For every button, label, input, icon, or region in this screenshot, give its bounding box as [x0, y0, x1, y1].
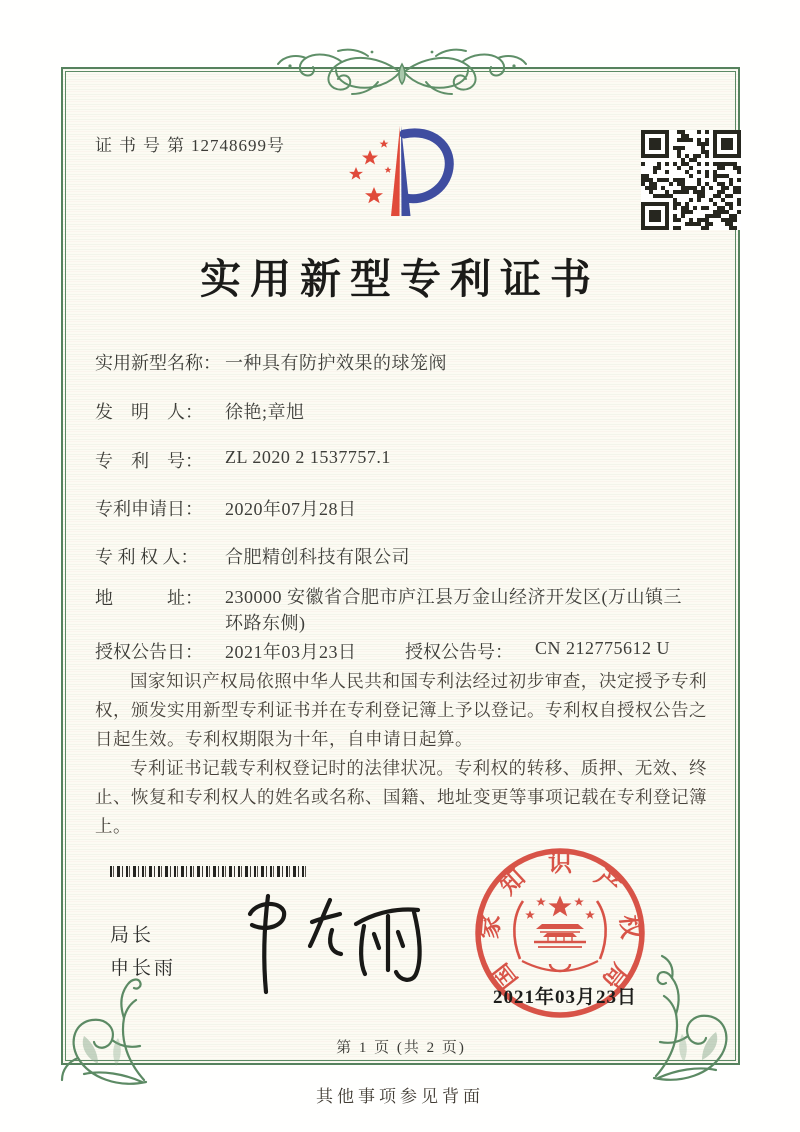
certificate-number-suffix: 号	[267, 136, 291, 155]
field-row-grant-number	[405, 638, 670, 664]
field-row-patent-number	[95, 447, 391, 473]
seal-char: 局	[596, 958, 633, 993]
field-row-name	[95, 349, 447, 375]
seal-char: 家	[477, 913, 506, 941]
field-label: 发 明 人：	[95, 402, 203, 422]
certificate-number-prefix: 证书号第	[95, 136, 191, 155]
field-label: 专 利 权 人：	[95, 547, 199, 567]
field-row-filing-date	[95, 495, 357, 521]
field-value: 徐艳;章旭	[225, 402, 305, 422]
field-value: 230000 安徽省合肥市庐江县万金山经济开发区(万山镇三环路东侧)	[225, 587, 682, 633]
director-title: 局长	[110, 925, 155, 946]
seal-char: 知	[495, 864, 531, 901]
field-row-patentee	[95, 543, 410, 569]
qr-code	[641, 130, 741, 230]
field-value: 合肥精创科技有限公司	[225, 547, 410, 567]
field-value: ZL 2020 2 1537757.1	[225, 447, 391, 467]
top-flourish-ornament-icon	[272, 42, 532, 98]
field-label: 专利申请日：	[95, 499, 203, 519]
field-label: 授权公告号：	[405, 642, 513, 662]
field-label: 实用新型名称：	[95, 353, 221, 373]
national-emblem-icon	[514, 896, 605, 972]
seal-char: 识	[548, 851, 572, 877]
certificate-number-value: 12748699	[191, 136, 267, 155]
field-value: 2021年03月23日	[225, 642, 357, 662]
legal-paragraph-2: 专利证书记载专利权登记时的法律状况。专利权的转移、质押、无效、终止、恢复和专利权人的姓名或名称、国籍、地址变更等事项记载在专利登记簿上。	[95, 758, 707, 836]
legal-text-block	[95, 667, 707, 841]
seal-char: 国	[487, 958, 524, 993]
director-name: 申长雨	[110, 958, 177, 979]
seal-date: 2021年03月23日	[492, 987, 637, 1008]
cnipa-logo	[336, 112, 464, 238]
field-value: CN 212775612 U	[535, 638, 671, 658]
legal-paragraph-1: 国家知识产权局依照中华人民共和国专利法经过初步审查，决定授予专利权，颁发实用新型专利证书并在专利登记簿上予以登记。专利权自授权公告之日起生效。专利权期限为十年，自申请日起算。	[95, 671, 707, 749]
field-label: 专 利 号：	[95, 451, 203, 471]
field-row-grant-date	[95, 638, 357, 664]
seal-char: 产	[589, 864, 625, 901]
barcode	[110, 866, 307, 877]
field-row-inventor	[95, 398, 305, 424]
back-side-note: 其他事项参见背面	[316, 1087, 484, 1106]
signature	[228, 888, 438, 1000]
page-indicator: 第 1 页 (共 2 页)	[336, 1040, 466, 1056]
field-row-address	[95, 584, 697, 636]
page-title: 实用新型专利证书	[200, 256, 600, 302]
field-value: 一种具有防护效果的球笼阀	[225, 353, 447, 373]
field-label: 地 址：	[95, 588, 203, 608]
bottom-left-flourish-icon	[28, 966, 158, 1096]
certificate-number	[95, 131, 291, 156]
field-label: 授权公告日：	[95, 642, 203, 662]
bottom-right-flourish-icon	[642, 952, 772, 1096]
seal-char: 权	[614, 913, 643, 941]
field-value: 2020年07月28日	[225, 499, 357, 519]
